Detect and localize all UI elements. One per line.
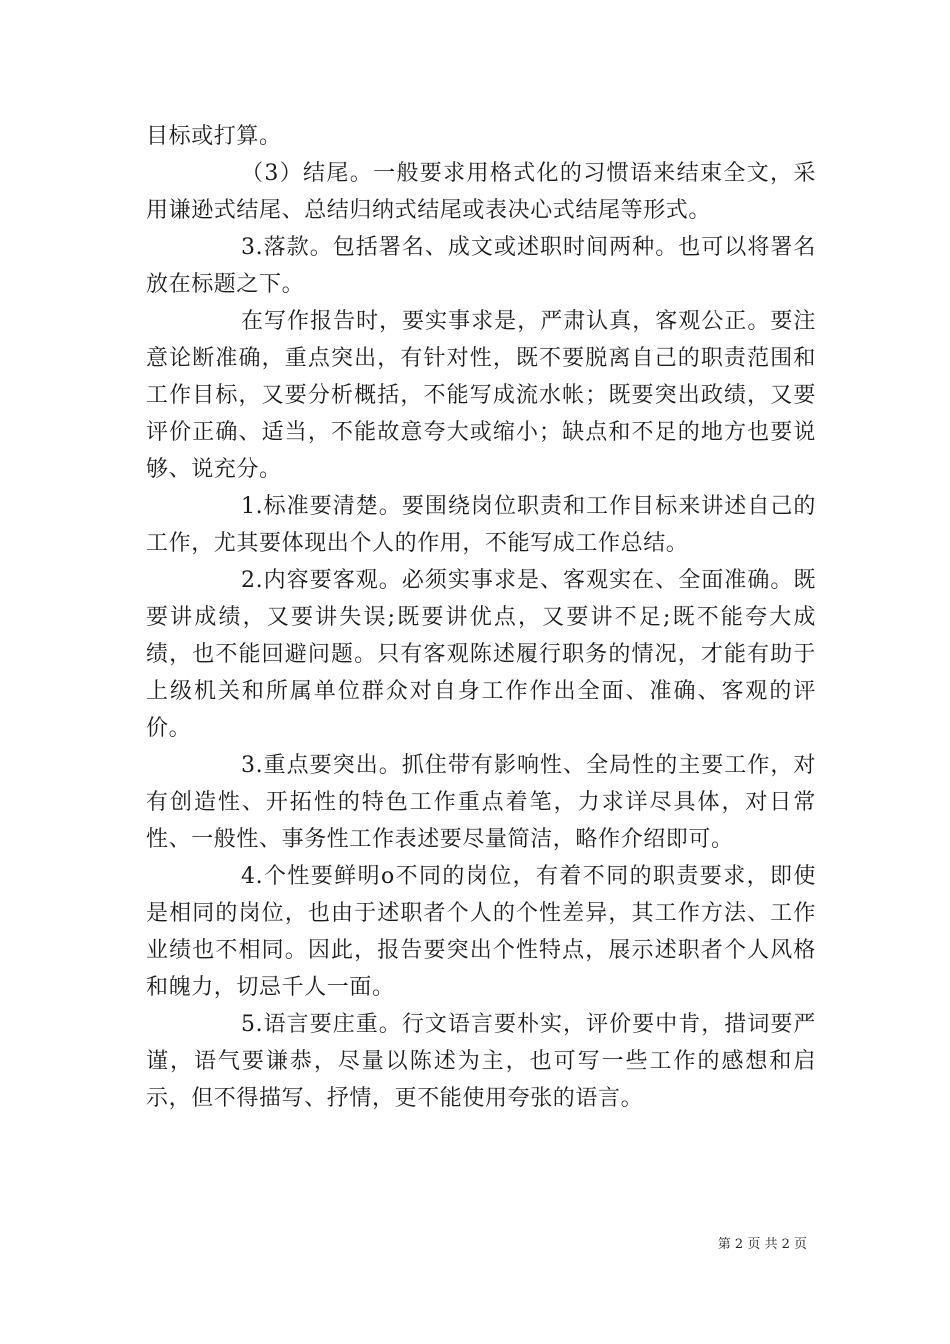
paragraph-2: （3）结尾。一般要求用格式化的习惯语来结束全文，采用谦逊式结尾、总结归纳式结尾或表决心式结尾等形式。 bbox=[146, 161, 816, 223]
page-number-footer: 第 2 页 共 2 页 bbox=[717, 1237, 807, 1252]
paragraph-7: 3.重点要突出。抓住带有影响性、全局性的主要工作，对有创造性、开拓性的特色工作重点着笔，力求详尽具体，对日常性、一般性、事务性工作表述要尽量简洁，略作介绍即可。 bbox=[146, 753, 816, 852]
paragraph-9: 5.语言要庄重。行文语言要朴实，评价要中肯，措词要严谨，语气要谦恭，尽量以陈述为主，也可写一些工作的感想和启示，但不得描写、抒情，更不能使用夸张的语言。 bbox=[146, 1012, 816, 1111]
paragraph-3: 3.落款。包括署名、成文或述职时间两种。也可以将署名放在标题之下。 bbox=[146, 235, 816, 297]
paragraph-5: 1.标准要清楚。要围绕岗位职责和工作目标来讲述自己的工作，尤其要体现出个人的作用，不能写成工作总结。 bbox=[146, 494, 816, 556]
paragraph-8: 4.个性要鲜明o不同的岗位，有着不同的职责要求，即使是相同的岗位，也由于述职者个人的个性差异，其工作方法、工作业绩也不相同。因此，报告要突出个性特点，展示述职者个人风格和魄力，切忌千人一面。 bbox=[146, 864, 816, 1000]
paragraph-4: 在写作报告时，要实事求是，严肃认真，客观公正。要注意论断准确，重点突出，有针对性，既不要脱离自己的职责范围和工作目标，又要分析概括，不能写成流水帐；既要突出政绩，又要评价正确、适当，不能故意夸大或缩小；缺点和不足的地方也要说够、说充分。 bbox=[146, 309, 816, 482]
document-body bbox=[146, 118, 816, 1117]
paragraph-1: 目标或打算。 bbox=[146, 124, 282, 149]
paragraph-6: 2.内容要客观。必须实事求是、客观实在、全面准确。既要讲成绩，又要讲失误;既要讲优点，又要讲不足;既不能夸大成绩，也不能回避问题。只有客观陈述履行职务的情况，才能有助于上级机关和所属单位群众对自身工作作出全面、准确、客观的评价。 bbox=[146, 568, 816, 741]
